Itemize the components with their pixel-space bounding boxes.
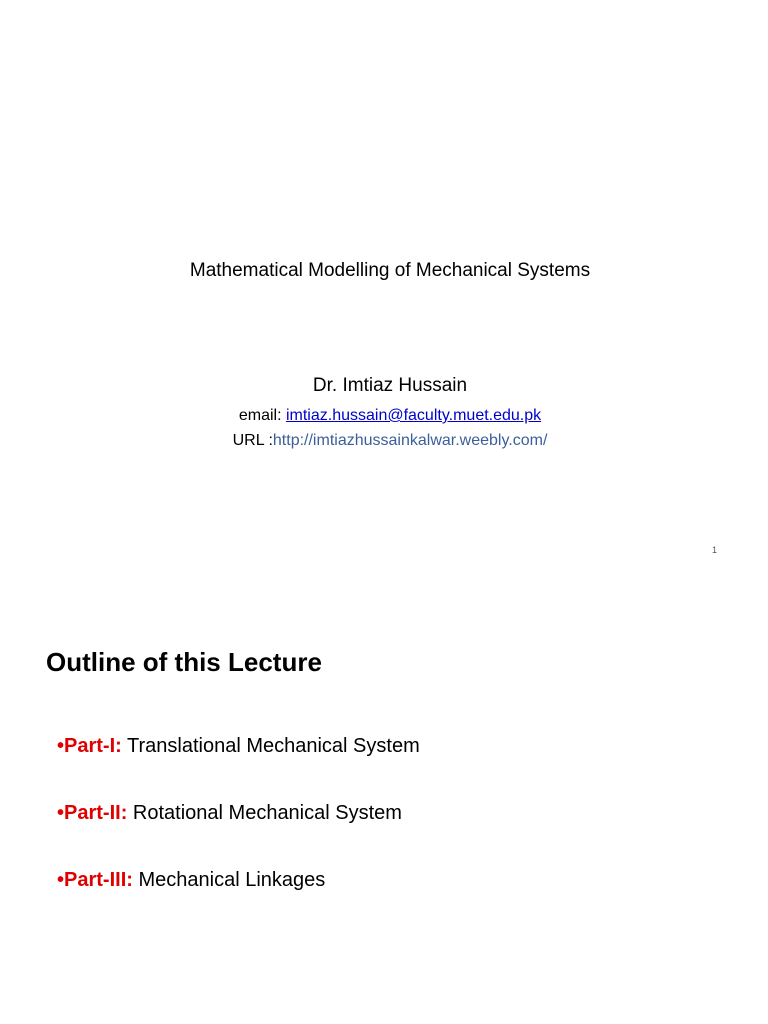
email-line <box>0 407 768 425</box>
part-text: Translational Mechanical System <box>121 735 420 757</box>
url-label: URL : <box>232 432 273 449</box>
outline-item: •Part-I: Translational Mechanical System <box>57 735 420 757</box>
url-link[interactable]: http://imtiazhussainkalwar.weebly.com/ <box>272 432 548 449</box>
page-number: 1 <box>712 545 718 555</box>
slide-title: Mathematical Modelling of Mechanical Systems <box>189 260 591 281</box>
part-label: Part-II: <box>64 802 128 824</box>
email-link[interactable]: imtiaz.hussain@faculty.muet.edu.pk <box>285 407 542 424</box>
outline-heading: Outline of this Lecture <box>46 647 322 677</box>
part-text: Mechanical Linkages <box>132 869 326 891</box>
url-line <box>0 432 768 450</box>
author-name: Dr. Imtiaz Hussain <box>312 375 468 396</box>
outline-item: •Part-II: Rotational Mechanical System <box>57 802 402 824</box>
outline-item: •Part-III: Mechanical Linkages <box>57 869 326 891</box>
email-label: email: <box>238 407 286 424</box>
part-text: Rotational Mechanical System <box>127 802 402 824</box>
part-label: Part-III: <box>64 869 133 891</box>
part-label: Part-I: <box>64 735 122 757</box>
